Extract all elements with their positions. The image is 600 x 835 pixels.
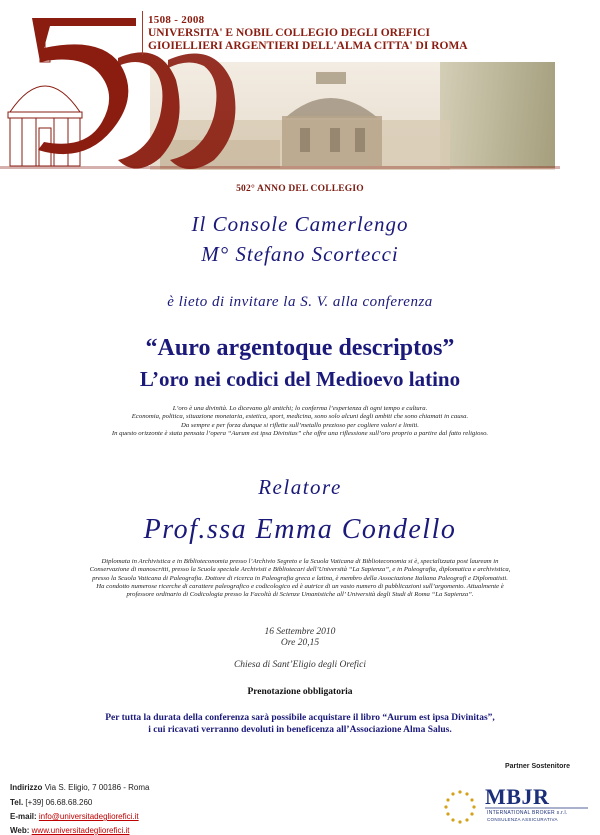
book-note-line: Per tutta la durata della conferenza sarà possibile acquistare il libro “Aurum est ipsa Divinitas”, xyxy=(105,713,495,723)
speaker-name: Prof.ssa Emma Condello xyxy=(143,514,457,545)
reservation-note: Prenotazione obbligatoria xyxy=(247,687,353,697)
conference-subtitle: L’oro nei codici del Medioevo latino xyxy=(139,367,461,391)
bio-line: professore ordinario di Codicologia presso la Facoltà di Scienze Umanistiche all’ Università degli Studi di Roma “La Sapienza”. xyxy=(126,591,474,599)
bio-line: Conservazione di manoscritti, presso la Scuola speciale Archivisti e Bibliotecari dell’Università “La Sapienza”, e in Paleografia, diplomatica e archivistica, xyxy=(89,566,511,574)
speaker-bio xyxy=(0,558,600,599)
contact-address xyxy=(10,783,150,792)
bio-line: Ha condotto numerose ricerche di carattere paleografico e codicologico ed è autrice di un vasto numero di pubblicazioni sull’argomento. Attualmente è xyxy=(96,582,504,590)
intro-line: Economia, politica, situazione monetaria, estetica, sport, medicina, sono solo alcuni degli ambiti che sono chiamati in causa. xyxy=(131,413,469,421)
header-divider xyxy=(142,11,143,55)
speaker-heading: Relatore xyxy=(258,475,342,499)
conference-title: “Auro argentoque descriptos” xyxy=(145,335,455,361)
partner-logo-subtitle: INTERNATIONAL BROKER s.r.l. xyxy=(487,810,568,816)
phone-value: [+39] 06.68.68.260 xyxy=(25,798,93,807)
host-name: M° Stefano Scortecci xyxy=(201,242,399,266)
anniversary-years: 1508 - 2008 xyxy=(148,14,205,26)
institution-subtitle: GIOIELLIERI ARGENTIERI DELL'ALMA CITTA' DI ROMA xyxy=(148,40,468,52)
event-date: 16 Settembre 2010 xyxy=(264,627,336,637)
website-link[interactable]: www.universitadegliorefici.it xyxy=(31,826,130,835)
college-year: 502° ANNO DEL COLLEGIO xyxy=(236,184,364,194)
intro-line: In questo orizzonte è stata pensata l’opera “Aurum est ipsa Divinitas” che offre una riflessione sull’oro proprio a partire dal fatto religioso. xyxy=(111,429,489,437)
bio-line: presso la Scuola Vaticana di Paleografia. Dottore di ricerca in Paleografia greca e latina, è membro della Associazione Italiana Paleografi e Diplomatisti. xyxy=(92,574,508,582)
intro-line: Da sempre e per forza dunque si riflette sull’metallo prezioso per cogliere valori e limiti. xyxy=(181,421,419,429)
email-link[interactable]: info@universitadegliorefici.it xyxy=(38,812,139,821)
contact-email xyxy=(10,812,139,821)
header-banner xyxy=(0,0,600,178)
contact-web xyxy=(10,826,129,835)
partner-logo-text: MBJR xyxy=(485,784,550,809)
partner-label: Partner Sostenitore xyxy=(505,763,570,770)
book-sale-note xyxy=(0,712,600,736)
host-title: Il Console Camerlengo xyxy=(191,212,409,236)
event-datetime xyxy=(0,627,600,649)
event-venue: Chiesa di Sant’Eligio degli Orefici xyxy=(233,660,367,670)
book-note-line: i cui ricavati verranno devoluti in beneficenza all’Associazione Alma Salus. xyxy=(148,725,452,735)
intro-paragraph xyxy=(0,405,600,438)
event-time: Ore 20,15 xyxy=(280,638,320,648)
address-label: Indirizzo xyxy=(10,783,43,792)
web-label: Web: xyxy=(10,826,30,835)
intro-line: L’oro è una divinità. Lo dicevano gli antichi; lo conferma l’esperienza di ogni tempo e cultura. xyxy=(172,405,428,412)
address-value: Via S. Eligio, 7 00186 - Roma xyxy=(44,783,150,792)
institution-name: UNIVERSITA' E NOBIL COLLEGIO DEGLI OREFICI xyxy=(148,27,430,39)
email-label: E-mail: xyxy=(10,812,37,821)
phone-label: Tel. xyxy=(10,798,24,807)
invitation-line: è lieto di invitare la S. V. alla conferenza xyxy=(167,294,433,310)
contact-phone xyxy=(10,798,92,807)
partner-logo-tagline: CONSULENZA ASSICURATIVA xyxy=(487,817,558,822)
bio-line: Diplomata in Archivistica e in Biblioteconomia presso l’Archivio Segreto e la Scuola Vaticana di Biblioteconomia si è, specializzata post lauream in xyxy=(101,558,499,565)
